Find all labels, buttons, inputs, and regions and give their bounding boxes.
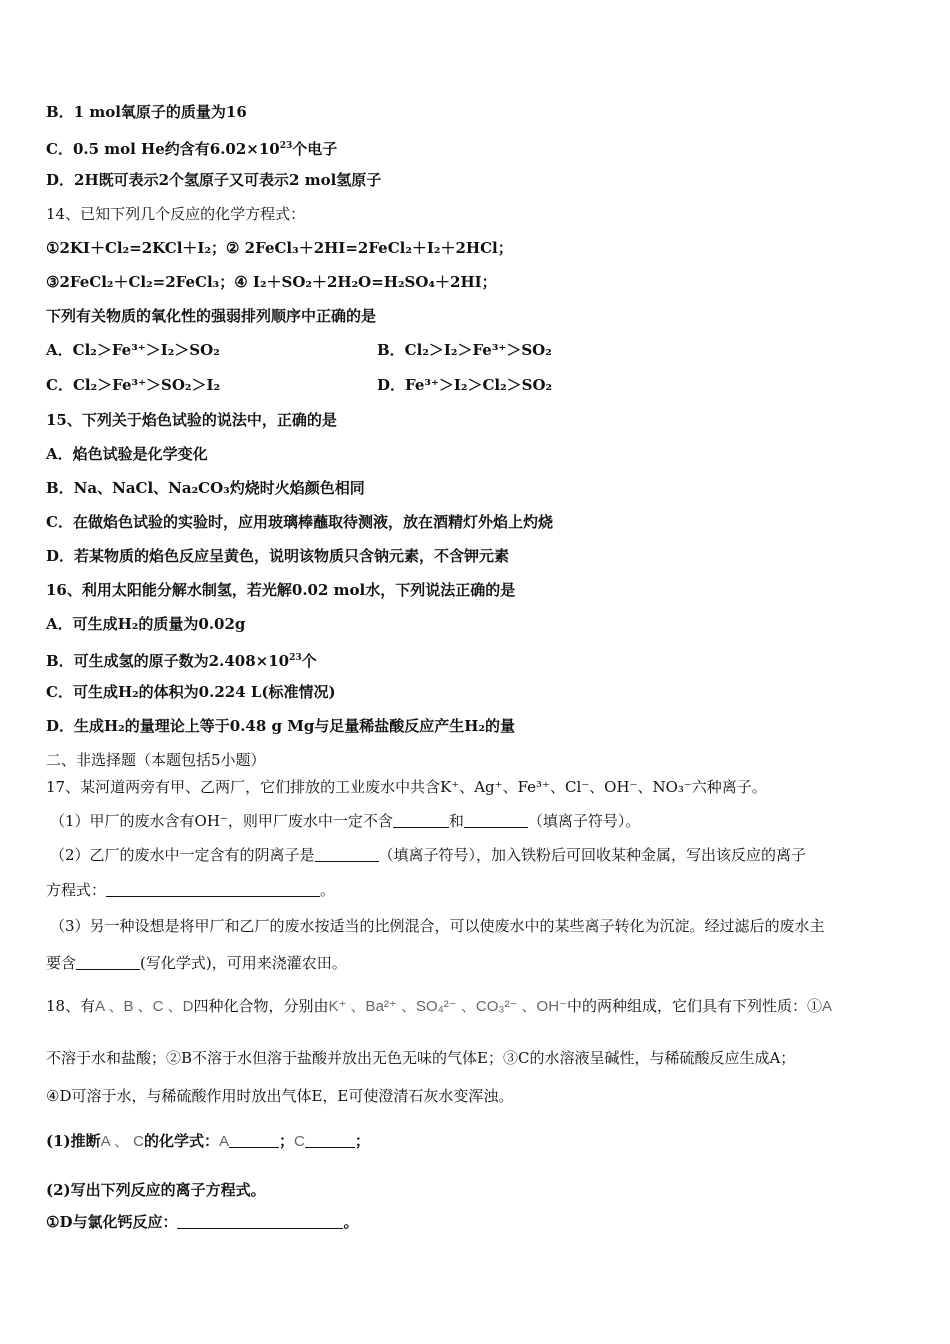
section-heading: 二、非选择题（本题包括5小题） xyxy=(46,751,266,769)
q17-part-1: （1）甲厂的废水含有OH⁻，则甲厂废水中一定不含 和 （填离子符号）。 xyxy=(50,812,641,830)
q16-option-c: C．可生成H₂的体积为0.224 L(标准情况) xyxy=(46,683,336,701)
q17-blank-3[interactable] xyxy=(315,847,379,862)
q16-stem: 16、利用太阳能分解水制氢，若光解0.02 mol水，下列说法正确的是 xyxy=(46,581,516,599)
q18-part-2: (2)写出下列反应的离子方程式。 xyxy=(46,1181,266,1199)
q14-question: 下列有关物质的氧化性的强弱排列顺序中正确的是 xyxy=(46,307,377,325)
q14-option-c: C．Cl₂＞Fe³⁺＞SO₂＞I₂ xyxy=(46,376,221,394)
q18-part-2-1: ①D与氯化钙反应： 。 xyxy=(46,1213,359,1231)
q15-option-d: D．若某物质的焰色反应呈黄色，说明该物质只含钠元素，不含钾元素 xyxy=(46,547,510,565)
q18-line-2: 不溶于水和盐酸；②B不溶于水但溶于盐酸并放出无色无味的气体E；③C的水溶液呈碱性，与稀硫酸反应生成A； xyxy=(46,1049,796,1067)
q14-option-b: B．Cl₂＞I₂＞Fe³⁺＞SO₂ xyxy=(377,341,552,359)
q15-option-b: B．Na、NaCl、Na₂CO₃灼烧时火焰颜色相同 xyxy=(46,479,365,497)
q14-option-d: D．Fe³⁺＞I₂＞Cl₂＞SO₂ xyxy=(377,376,553,394)
q16-option-d: D．生成H₂的量理论上等于0.48 g Mg与足量稀盐酸反应产生H₂的量 xyxy=(46,717,516,735)
q17-blank-2[interactable] xyxy=(464,813,528,828)
q14-reactions-2: ③2FeCl₂＋Cl₂=2FeCl₃；④ I₂＋SO₂＋2H₂O=H₂SO₄＋2HI； xyxy=(46,273,497,291)
q17-part-3: （3）另一种设想是将甲厂和乙厂的废水按适当的比例混合，可以使废水中的某些离子转化为沉淀。经过滤后的废水主 xyxy=(50,917,825,935)
q17-blank-4[interactable] xyxy=(106,882,320,897)
q17-blank-5[interactable] xyxy=(76,955,140,970)
q14-options-row-2 xyxy=(46,375,916,395)
q13-option-b: B．1 mol氧原子的质量为16 xyxy=(46,103,247,121)
q17-stem: 17、某河道两旁有甲、乙两厂，它们排放的工业废水中共含K⁺、Ag⁺、Fe³⁺、Cl⁻、OH⁻、NO₃⁻六种离子。 xyxy=(46,778,767,796)
q18-blank-a[interactable] xyxy=(229,1133,279,1148)
q18-line-3: ④D可溶于水，与稀硫酸作用时放出气体E，E可使澄清石灰水变浑浊。 xyxy=(46,1087,514,1105)
q13-option-d: D．2H既可表示2个氢原子又可表示2 mol氢原子 xyxy=(46,171,382,189)
q15-option-a: A．焰色试验是化学变化 xyxy=(46,445,208,463)
q17-part-3-cont: 要含 (写化学式)，可用来浇灌农田。 xyxy=(46,954,347,972)
q14-reactions-1: ①2KI＋Cl₂=2KCl＋I₂；② 2FeCl₃＋2HI=2FeCl₂＋I₂＋2HCl； xyxy=(46,239,513,257)
q17-part-2-cont: 方程式： 。 xyxy=(46,881,336,899)
q16-option-a: A．可生成H₂的质量为0.02g xyxy=(46,615,246,633)
q18-blank-c[interactable] xyxy=(305,1133,355,1148)
q18-stem: 18、有A 、B 、C 、D四种化合物，分别由K⁺ 、Ba²⁺ 、SO₄²⁻ 、CO₃²⁻ 、OH⁻中的两种组成，它们具有下列性质：①A xyxy=(46,997,832,1015)
q13-option-c: C．0.5 mol He约含有$6.02\times 10^{23}$个电子 xyxy=(46,140,338,158)
q17-part-2: （2）乙厂的废水中一定含有的阴离子是 （填离子符号），加入铁粉后可回收某种金属，写出该反应的离子 xyxy=(50,846,807,864)
q14-stem: 14、已知下列几个反应的化学方程式： xyxy=(46,205,306,223)
q14-option-a: A．Cl₂＞Fe³⁺＞I₂＞SO₂ xyxy=(46,341,220,359)
q15-stem: 15、下列关于焰色试验的说法中，正确的是 xyxy=(46,411,337,429)
q14-options-row-1 xyxy=(46,340,916,360)
q18-blank-eq[interactable] xyxy=(177,1214,343,1229)
q17-blank-1[interactable] xyxy=(393,813,449,828)
q15-option-c: C．在做焰色试验的实验时，应用玻璃棒蘸取待测液，放在酒精灯外焰上灼烧 xyxy=(46,513,553,531)
q18-part-1: (1)推断A 、 C的化学式：A ；C ； xyxy=(46,1132,370,1150)
q16-option-b: B．可生成氢的原子数为$2.408\times 10^{23}$个 xyxy=(46,652,317,670)
